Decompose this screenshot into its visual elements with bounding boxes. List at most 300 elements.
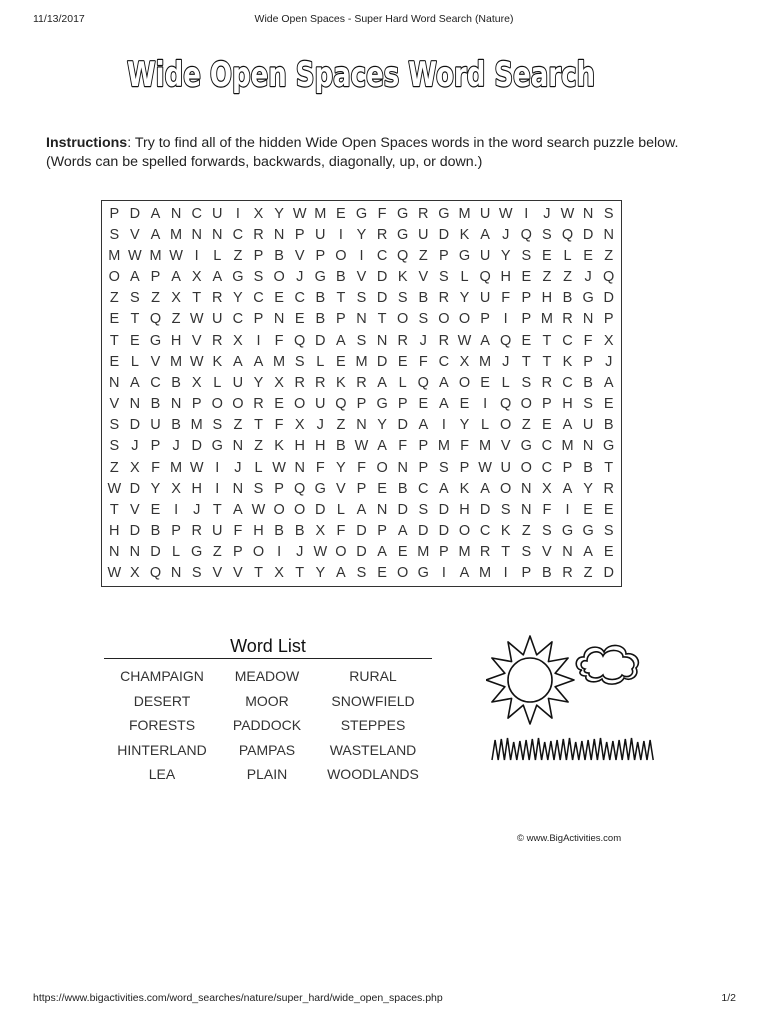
grid-letter: O: [458, 523, 471, 540]
grid-letter: C: [232, 311, 244, 328]
grid-letter: U: [479, 290, 491, 307]
grid-letter: D: [315, 501, 326, 518]
word-search-grid: [101, 200, 622, 587]
grid-letter: Z: [521, 523, 531, 540]
grid-letter: I: [441, 565, 446, 582]
grid-letter: W: [189, 353, 204, 370]
grid-letter: E: [150, 501, 161, 518]
grid-letter: H: [253, 523, 264, 540]
grid-letter: Q: [561, 226, 574, 243]
grid-letter: T: [521, 353, 531, 370]
word-list-item: STEPPES: [340, 717, 406, 734]
grid-letter: X: [274, 374, 284, 391]
grid-letter: X: [130, 459, 140, 476]
grid-letter: V: [418, 269, 429, 286]
grid-letter: J: [193, 501, 201, 518]
grid-letter: P: [562, 459, 573, 476]
grid-letter: L: [481, 417, 490, 434]
grid-letter: L: [213, 374, 222, 391]
grid-letter: A: [233, 501, 243, 518]
grid-letter: B: [336, 269, 346, 286]
grid-letter: E: [521, 332, 532, 349]
grid-letter: U: [232, 374, 244, 391]
grid-letter: F: [315, 459, 325, 476]
grid-letter: F: [233, 523, 243, 540]
grid-letter: B: [583, 374, 593, 391]
grid-letter: W: [189, 311, 204, 328]
grid-letter: Y: [459, 417, 470, 434]
grid-letter: P: [439, 544, 449, 561]
grid-letter: C: [253, 290, 264, 307]
grid-letter: T: [109, 332, 119, 349]
grid-letter: N: [356, 311, 367, 328]
grid-letter: P: [583, 353, 593, 370]
grid-letter: E: [418, 396, 429, 413]
grid-letter: U: [479, 247, 491, 264]
grid-letter: I: [441, 417, 446, 434]
grid-letter: F: [357, 459, 366, 476]
grid-letter: H: [459, 501, 470, 518]
grid-letter: E: [542, 247, 552, 264]
grid-letter: X: [603, 332, 614, 349]
grid-letter: O: [294, 501, 306, 518]
grid-letter: N: [582, 311, 594, 328]
grid-letter: E: [109, 353, 120, 370]
grid-letter: B: [315, 311, 326, 328]
grid-letter: S: [418, 501, 429, 518]
grid-letter: O: [500, 480, 512, 497]
grid-letter: S: [397, 290, 408, 307]
grid-letter: U: [582, 417, 594, 434]
grid-letter: K: [397, 269, 408, 286]
grid-letter: N: [376, 501, 388, 518]
grid-letter: T: [604, 459, 614, 476]
grid-letter: N: [273, 311, 285, 328]
grid-letter: B: [418, 290, 429, 307]
grid-letter: H: [191, 480, 202, 497]
grid-letter: V: [130, 226, 140, 243]
grid-letter: S: [521, 544, 532, 561]
grid-letter: X: [191, 374, 202, 391]
grid-letter: R: [541, 374, 553, 391]
grid-letter: D: [191, 438, 202, 455]
grid-letter: N: [397, 459, 408, 476]
grid-letter: F: [418, 353, 428, 370]
grid-letter: R: [479, 544, 491, 561]
grid-letter: W: [107, 480, 122, 497]
grid-letter: X: [130, 565, 140, 582]
grid-letter: Q: [500, 396, 512, 413]
grid-letter: D: [129, 523, 141, 540]
grid-letter: B: [150, 396, 161, 413]
grid-letter: S: [253, 269, 264, 286]
grid-letter: A: [130, 269, 140, 286]
grid-letter: A: [377, 544, 387, 561]
grid-letter: G: [355, 205, 368, 222]
grid-letter: O: [294, 396, 306, 413]
grid-letter: P: [274, 480, 284, 497]
cloud-icon: [576, 645, 638, 684]
grid-letter: A: [377, 374, 387, 391]
grid-letter: S: [439, 269, 449, 286]
grid-letter: E: [603, 544, 614, 561]
word-list-item: DESERT: [133, 692, 191, 709]
grid-letter: Q: [149, 311, 162, 328]
grid-letter: F: [542, 501, 552, 518]
grid-letter: N: [582, 205, 594, 222]
grid-letter: D: [129, 480, 141, 497]
grid-letter: D: [376, 353, 388, 370]
grid-letter: T: [254, 417, 263, 434]
grid-letter: A: [603, 374, 614, 391]
grid-letter: P: [439, 247, 449, 264]
grid-letter: X: [191, 269, 202, 286]
grass-icon: [492, 738, 653, 760]
grid-letter: S: [418, 311, 429, 328]
grid-letter: Z: [171, 311, 181, 328]
grid-letter: K: [459, 480, 470, 497]
grid-letter: P: [294, 226, 305, 243]
grid-letter: N: [109, 374, 120, 391]
grid-letter: I: [194, 247, 199, 264]
grid-letter: D: [376, 269, 388, 286]
grid-letter: M: [314, 205, 327, 222]
grid-letter: S: [500, 501, 511, 518]
grid-letter: O: [397, 311, 409, 328]
grid-letter: E: [583, 247, 593, 264]
grid-letter: E: [130, 332, 140, 349]
grid-letter: O: [520, 396, 532, 413]
grid-letter: D: [603, 565, 614, 582]
grid-letter: A: [253, 353, 264, 370]
grid-letter: O: [500, 417, 512, 434]
grid-letter: F: [583, 332, 593, 349]
grid-letter: O: [273, 269, 285, 286]
grid-letter: B: [150, 523, 161, 540]
grid-letter: I: [524, 205, 529, 222]
grid-letter: S: [542, 523, 552, 540]
grid-letter: Y: [459, 290, 470, 307]
grid-letter: D: [479, 501, 491, 518]
grid-letter: F: [377, 205, 387, 222]
grid-letter: B: [171, 374, 181, 391]
grid-letter: B: [562, 290, 573, 307]
grid-letter: V: [233, 565, 243, 582]
grid-letter: P: [418, 438, 429, 455]
grid-letter: N: [232, 438, 244, 455]
grid-letter: J: [316, 417, 324, 434]
word-list-item: WOODLANDS: [327, 766, 419, 783]
grid-letter: C: [562, 332, 573, 349]
grid-letter: W: [272, 459, 286, 476]
grid-letter: X: [171, 290, 181, 307]
grid-letter: N: [109, 544, 120, 561]
grid-letter: E: [336, 205, 346, 222]
grid-letter: T: [130, 311, 140, 328]
grid-letter: V: [212, 565, 223, 582]
grid-letter: I: [215, 480, 220, 497]
grid-letter: D: [397, 417, 408, 434]
grid-letter: C: [541, 438, 553, 455]
word-list-item: FORESTS: [128, 717, 196, 734]
grid-letter: G: [149, 332, 162, 349]
grid-letter: A: [562, 480, 573, 497]
grid-letter: G: [232, 269, 244, 286]
grid-letter: Y: [274, 205, 284, 222]
grid-letter: M: [170, 353, 183, 370]
grid-letter: D: [582, 226, 594, 243]
grid-letter: A: [171, 269, 181, 286]
grid-letter: F: [460, 438, 469, 455]
grid-letter: P: [459, 459, 470, 476]
grid-letter: A: [150, 226, 161, 243]
grid-letter: U: [315, 396, 326, 413]
grid-letter: E: [603, 396, 614, 413]
grid-letter: C: [294, 290, 305, 307]
grid-letter: Z: [583, 565, 593, 582]
grid-letter: A: [336, 565, 346, 582]
word-list-item: LEA: [148, 766, 176, 783]
grid-letter: G: [397, 226, 409, 243]
grid-letter: X: [274, 565, 284, 582]
grid-letter: U: [212, 311, 223, 328]
grid-letter: Z: [418, 247, 428, 264]
grid-letter: E: [583, 501, 593, 518]
grid-letter: P: [356, 480, 367, 497]
grid-letter: H: [294, 438, 305, 455]
grid-letter: H: [170, 332, 182, 349]
grid-letter: G: [314, 269, 326, 286]
grid-letter: G: [582, 290, 594, 307]
word-list-item: PADDOCK: [232, 717, 302, 734]
grid-letter: I: [235, 205, 240, 222]
grid-letter: C: [418, 480, 429, 497]
grid-letter: O: [335, 247, 347, 264]
grid-letter: U: [418, 226, 429, 243]
grid-letter: E: [336, 353, 346, 370]
grid-letter: E: [397, 353, 408, 370]
grid-letter: P: [603, 311, 614, 328]
grid-letter: A: [130, 374, 140, 391]
grid-letter: V: [500, 438, 511, 455]
grid-letter: P: [109, 205, 120, 222]
grid-letter: F: [398, 438, 408, 455]
grid-letter: J: [502, 226, 510, 243]
grid-letter: Y: [377, 417, 387, 434]
grid-letter: N: [273, 226, 285, 243]
grid-letter: N: [376, 332, 388, 349]
grid-letter: W: [354, 438, 369, 455]
grid-letter: I: [503, 565, 508, 582]
grid-letter: S: [109, 226, 120, 243]
grid-letter: N: [170, 205, 182, 222]
grid-letter: M: [458, 205, 471, 222]
grid-letter: D: [438, 226, 450, 243]
word-list-item: SNOWFIELD: [331, 692, 415, 709]
grid-letter: P: [418, 459, 429, 476]
grid-letter: H: [500, 269, 511, 286]
grid-letter: L: [172, 544, 181, 561]
grid-letter: W: [292, 205, 307, 222]
grid-letter: E: [480, 374, 490, 391]
grid-letter: T: [542, 353, 552, 370]
grid-letter: B: [583, 459, 593, 476]
grid-letter: P: [542, 396, 552, 413]
grid-letter: A: [439, 374, 449, 391]
print-footer-url: https://www.bigactivities.com/word_searches/nature/super_hard/wide_open_spaces.php: [33, 992, 443, 1004]
grid-letter: N: [170, 565, 182, 582]
grid-letter: B: [336, 438, 346, 455]
grid-letter: J: [296, 269, 304, 286]
grid-letter: S: [439, 459, 449, 476]
grid-letter: Y: [583, 480, 593, 497]
grid-letter: S: [356, 565, 367, 582]
grid-letter: V: [191, 332, 202, 349]
word-list-item: RURAL: [349, 668, 397, 685]
grid-letter: A: [356, 501, 367, 518]
grid-letter: I: [565, 501, 570, 518]
grid-letter: P: [171, 523, 181, 540]
grid-letter: N: [521, 501, 532, 518]
grid-letter: O: [458, 311, 471, 328]
grid-letter: V: [336, 480, 346, 497]
grid-letter: G: [438, 205, 450, 222]
grid-letter: Z: [151, 290, 160, 307]
grid-letter: J: [543, 205, 551, 222]
grid-letter: S: [109, 417, 120, 434]
grid-letter: H: [109, 523, 120, 540]
grid-letter: U: [315, 226, 326, 243]
grid-letter: A: [583, 544, 593, 561]
grid-letter: A: [480, 226, 490, 243]
grid-letter: Q: [335, 396, 347, 413]
grid-letter: W: [498, 205, 513, 222]
grid-letter: N: [521, 480, 532, 497]
grid-letter: X: [294, 417, 305, 434]
grid-letter: M: [170, 459, 183, 476]
grid-letter: R: [356, 374, 367, 391]
grid-letter: J: [296, 544, 304, 561]
grid-letter: D: [376, 290, 388, 307]
grid-letter: P: [397, 396, 408, 413]
grid-letter: G: [314, 480, 326, 497]
instructions: [46, 134, 696, 171]
grid-letter: E: [542, 417, 552, 434]
grid-letter: R: [253, 396, 264, 413]
grid-letter: B: [274, 523, 284, 540]
grid-letter: Z: [521, 417, 531, 434]
grid-letter: C: [541, 459, 553, 476]
grid-letter: Z: [233, 247, 243, 264]
grid-letter: Q: [479, 269, 491, 286]
grid-letter: M: [479, 438, 492, 455]
grid-letter: L: [254, 459, 263, 476]
grid-letter: G: [603, 438, 615, 455]
grid-letter: G: [376, 396, 388, 413]
print-date: 11/13/2017: [33, 13, 85, 25]
grid-letter: S: [603, 523, 614, 540]
grid-letter: L: [130, 353, 139, 370]
grid-letter: F: [274, 417, 284, 434]
grid-letter: M: [458, 544, 471, 561]
grid-letter: M: [108, 247, 121, 264]
grid-letter: R: [191, 523, 202, 540]
grid-letter: I: [483, 396, 488, 413]
grid-letter: F: [501, 290, 511, 307]
grid-letter: U: [212, 205, 223, 222]
grid-letter: D: [129, 205, 141, 222]
grid-letter: S: [603, 205, 614, 222]
grid-letter: J: [234, 459, 242, 476]
word-list-divider: [104, 658, 432, 659]
grid-letter: R: [562, 565, 573, 582]
grid-letter: A: [418, 417, 429, 434]
grid-letter: T: [377, 311, 387, 328]
grid-letter: M: [540, 311, 553, 328]
grid-letter: I: [256, 332, 261, 349]
grid-letter: N: [232, 480, 244, 497]
grid-letter: Z: [109, 459, 119, 476]
grid-letter: R: [253, 226, 264, 243]
grid-letter: G: [397, 205, 409, 222]
grid-letter: V: [130, 501, 140, 518]
nature-illustration: [486, 624, 658, 824]
grid-letter: P: [521, 311, 532, 328]
grid-letter: R: [438, 290, 450, 307]
grid-letter: T: [542, 332, 552, 349]
grid-letter: O: [520, 459, 532, 476]
grid-letter: S: [294, 353, 305, 370]
grid-letter: Q: [294, 332, 306, 349]
grid-letter: Y: [233, 290, 243, 307]
grid-letter: U: [479, 205, 491, 222]
grid-letter: Z: [109, 290, 119, 307]
print-page-number: 1/2: [721, 992, 736, 1004]
grid-letter: N: [129, 544, 141, 561]
grid-letter: C: [562, 374, 573, 391]
grid-letter: A: [439, 396, 449, 413]
grid-letter: Q: [417, 374, 429, 391]
grid-letter: Z: [254, 438, 263, 455]
word-list-item: PAMPAS: [238, 741, 296, 758]
grid-letter: Y: [253, 374, 264, 391]
grid-letter: U: [500, 459, 511, 476]
grid-letter: B: [397, 480, 408, 497]
grid-letter: S: [521, 247, 532, 264]
grid-letter: V: [542, 544, 552, 561]
grid-letter: E: [109, 311, 120, 328]
grid-letter: J: [131, 438, 139, 455]
grid-letter: B: [542, 565, 552, 582]
grid-letter: Y: [150, 480, 161, 497]
grid-letter: M: [355, 353, 368, 370]
grid-letter: A: [233, 353, 243, 370]
grid-letter: T: [254, 565, 263, 582]
grid-letter: R: [212, 290, 223, 307]
grid-letter: Q: [500, 332, 512, 349]
grid-letter: Z: [233, 417, 243, 434]
grid-letter: E: [397, 544, 408, 561]
grid-letter: S: [356, 290, 367, 307]
grid-letter: U: [212, 523, 223, 540]
puzzle-title: [0, 48, 768, 108]
grid-letter: E: [459, 396, 470, 413]
grid-letter: B: [315, 290, 326, 307]
grid-letter: S: [356, 332, 367, 349]
grid-letter: V: [356, 269, 367, 286]
grid-letter: C: [479, 523, 491, 540]
grid-letter: J: [419, 332, 427, 349]
